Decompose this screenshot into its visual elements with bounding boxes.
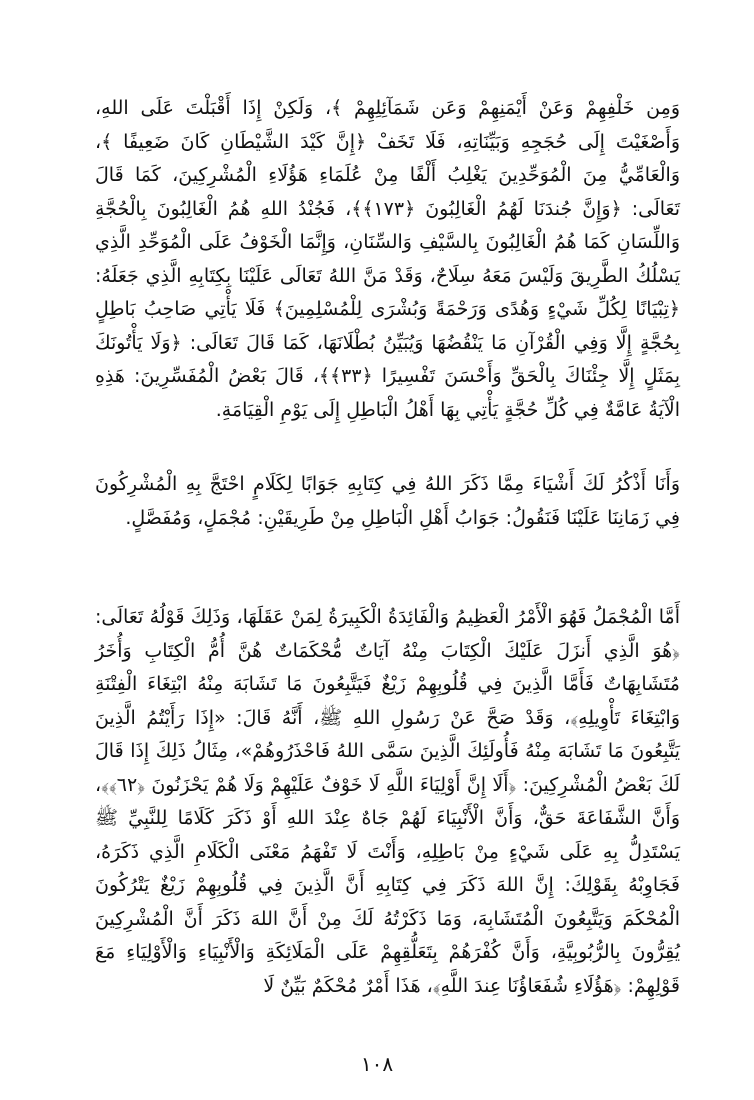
- paragraph-3: [95, 601, 680, 1003]
- paragraph-2: [95, 468, 680, 535]
- paragraph-text: وَأَنَا أَذْكُرُ لَكَ أَشْيَاءَ مِمَّا ذَكَرَ اللهُ فِي كِتَابِهِ جَوَابًا لِكَلَامٍ احْتَجَّ بِهِ الْمُشْرِكُونَ فِي زَمَانِنَا عَلَيْنَا فَنَقُولُ: جَوَابُ أَهْلِ الْبَاطِلِ مِنْ طَرِيقَيْنِ: مُجْمَلٍ، وَمُفَصَّلٍ.: [95, 473, 680, 529]
- page-number: ١٠٨: [360, 1052, 394, 1076]
- paragraph-text: أَمَّا الْمُجْمَلُ فَهُوَ الْأَمْرُ الْعَظِيمُ وَالْفَائِدَةُ الْكَبِيرَةُ لِمَنْ عَقَلَهَا، وَذَلِكَ قَوْلُهُ تَعَالَى: ﴿هُوَ الَّذِي أَنزَلَ عَلَيْكَ الْكِتَابَ مِنْهُ آيَاتٌ مُّحْكَمَاتٌ هُنَّ أُمُّ الْكِتَابِ وَأُخَرُ مُتَشَابِهَاتٌ فَأَمَّا الَّذِينَ فِي قُلُوبِهِمْ زَيْغٌ فَيَتَّبِعُونَ مَا تَشَابَهَ مِنْهُ ابْتِغَاءَ الْفِتْنَةِ وَابْتِغَاءَ تَأْوِيلِهِ﴾، وَقَدْ صَحَّ عَنْ رَسُولِ اللهِ ﷺ، أَنَّهُ قَالَ: «إِذَا رَأَيْتُمُ الَّذِينَ يَتَّبِعُونَ مَا تَشَابَهَ مِنْهُ فَأُولَئِكَ الَّذِينَ سَمَّى اللهُ فَاحْذَرُوهُمْ»، مِثَالُ ذَلِكَ إِذَا قَالَ لَكَ بَعْضُ الْمُشْرِكِينَ: ﴿أَلَا إِنَّ أَوْلِيَاءَ اللَّهِ لَا خَوْفٌ عَلَيْهِمْ وَلَا هُمْ يَحْزَنُونَ ﴿٦٢﴾﴾، وَأَنَّ الشَّفَاعَةَ حَقٌّ، وَأَنَّ الْأَنْبِيَاءَ لَهُمْ جَاهٌ عِنْدَ اللهِ أَوْ ذَكَرَ كَلَامًا لِلنَّبِيِّ ﷺ يَسْتَدِلُّ بِهِ عَلَى شَيْءٍ مِنْ بَاطِلِهِ، وَأَنْتَ لَا تَفْهَمُ مَعْنَى الْكَلَامِ الَّذِي ذَكَرَهُ، فَجَاوِبْهُ بِقَوْلِكَ: إِنَّ اللهَ ذَكَرَ فِي كِتَابِهِ أَنَّ الَّذِينَ فِي قُلُوبِهِمْ زَيْغٌ يَتْرُكُونَ الْمُحْكَمَ وَيَتَّبِعُونَ الْمُتَشَابِهَ، وَمَا ذَكَرْتُهُ لَكَ مِنْ أَنَّ اللهَ ذَكَرَ أَنَّ الْمُشْرِكِينَ يُقِرُّونَ بِالرُّبُوبِيَّةِ، وَأَنَّ كُفْرَهُمْ بِتَعَلُّقِهِمْ عَلَى الْمَلَائِكَةِ وَالْأَنْبِيَاءِ وَالْأَوْلِيَاءِ مَعَ قَوْلِهِمْ: ﴿هَؤُلَاءِ شُفَعَاؤُنَا عِندَ اللَّهِ﴾، هَذَا أَمْرٌ مُحْكَمٌ بَيِّنٌ لَا: [95, 606, 680, 997]
- paragraph-text: وَمِن خَلْفِهِمْ وَعَنْ أَيْمَنِهِمْ وَعَن شَمَآئِلِهِمْ ﴾، وَلَكِنْ إِذَا أَقْبَلْتَ عَلَى اللهِ، وَأَصْغَيْتَ إِلَى حُجَجِهِ وَبَيِّنَاتِهِ، فَلَا تَخَفْ ﴿إِنَّ كَيْدَ الشَّيْطَانِ كَانَ ضَعِيفًا ﴾، وَالْعَامِّيُّ مِنَ الْمُوَحِّدِينَ يَغْلِبُ أَلْفًا مِنْ عُلَمَاءِ هَؤُلَاءِ الْمُشْرِكِينَ، كَمَا قَالَ تَعَالَى: ﴿وَإِنَّ جُندَنَا لَهُمُ الْغَالِبُونَ ﴿١٧٣﴾﴾، فَجُنْدُ اللهِ هُمُ الْغَالِبُونَ بِالْحُجَّةِ وَاللِّسَانِ كَمَا هُمُ الْغَالِبُونَ بِالسَّيْفِ وَالسِّنَانِ، وَإِنَّمَا الْخَوْفُ عَلَى الْمُوَحِّدِ الَّذِي يَسْلُكُ الطَّرِيقَ وَلَيْسَ مَعَهُ سِلَاحٌ، وَقَدْ مَنَّ اللهُ تَعَالَى عَلَيْنَا بِكِتَابِهِ الَّذِي جَعَلَهُ: ﴿تِبْيَانًا لِكُلِّ شَيْءٍ وَهُدًى وَرَحْمَةً وَبُشْرَى لِلْمُسْلِمِينَ﴾ فَلَا يَأْتِي صَاحِبُ بَاطِلٍ بِحُجَّةٍ إِلَّا وَفِي الْقُرْآنِ مَا يَنْقُضُهَا وَيُبَيِّنُ بُطْلَانَهَا، كَمَا قَالَ تَعَالَى: ﴿وَلَا يَأْتُونَكَ بِمَثَلٍ إِلَّا جِئْنَاكَ بِالْحَقِّ وَأَحْسَنَ تَفْسِيرًا ﴿٣٣﴾﴾، قَالَ بَعْضُ الْمُفَسِّرِينَ: هَذِهِ الْآيَةُ عَامَّةٌ فِي كُلِّ حُجَّةٍ يَأْتِي بِهَا أَهْلُ الْبَاطِلِ إِلَى يَوْمِ الْقِيَامَةِ.: [95, 97, 680, 421]
- paragraph-1: [95, 92, 680, 427]
